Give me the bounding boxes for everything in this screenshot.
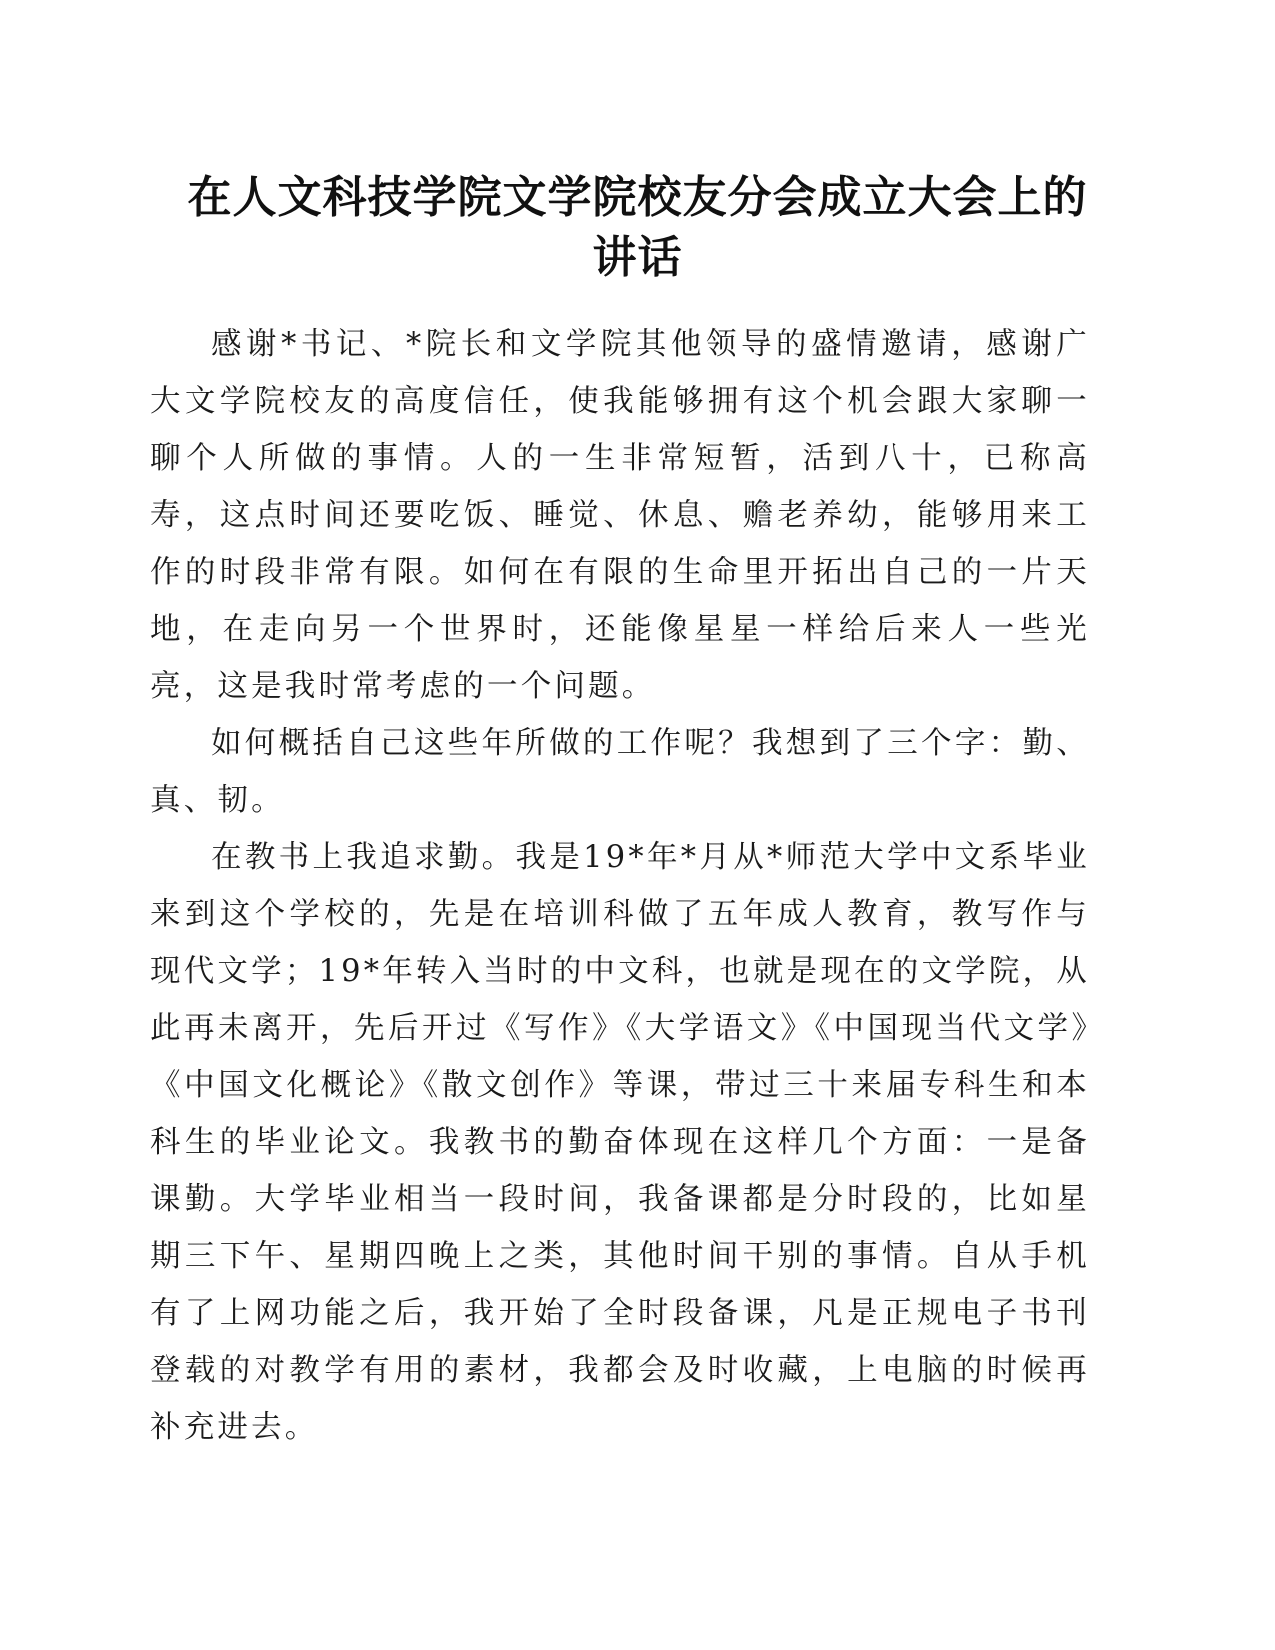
paragraph: 在教书上我追求勤。我是19*年*月从*师范大学中文系毕业来到这个学校的，先是在培训科做了五年成人教育，教写作与现代文学；19*年转入当时的中文科，也就是现在的文学院，从此再未离开，先后开过《写作》《大学语文》《中国现当代文学》《中国文化概论》《散文创作》等课，带过三十来届专科生和本科生的毕业论文。我教书的勤奋体现在这样几个方面：一是备课勤。大学毕业相当一段时间，我备课都是分时段的，比如星期三下午、星期四晚上之类，其他时间干别的事情。自从手机有了上网功能之后，我开始了全时段备课，凡是正规电子书刊登载的对教学有用的素材，我都会及时收藏，上电脑的时候再补充进去。 [150,840,1090,1445]
title-line-1: 在人文科技学院文学院校友分会成立大会上的 [187,172,1088,223]
document-body [150,316,1090,1456]
title-line-2: 讲话 [592,232,683,283]
paragraph: 感谢*书记、*院长和文学院其他领导的盛情邀请，感谢广大文学院校友的高度信任，使我能够拥有这个机会跟大家聊一聊个人所做的事情。人的一生非常短暂，活到八十，已称高寿，这点时间还要吃饭、睡觉、休息、赡老养幼，能够用来工作的时段非常有限。如何在有限的生命里开拓出自己的一片天地，在走向另一个世界时，还能像星星一样给后来人一些光亮，这是我时常考虑的一个问题。 [150,327,1090,704]
page-title [150,168,1125,288]
paragraph: 如何概括自己这些年所做的工作呢？我想到了三个字：勤、真、韧。 [150,726,1090,818]
